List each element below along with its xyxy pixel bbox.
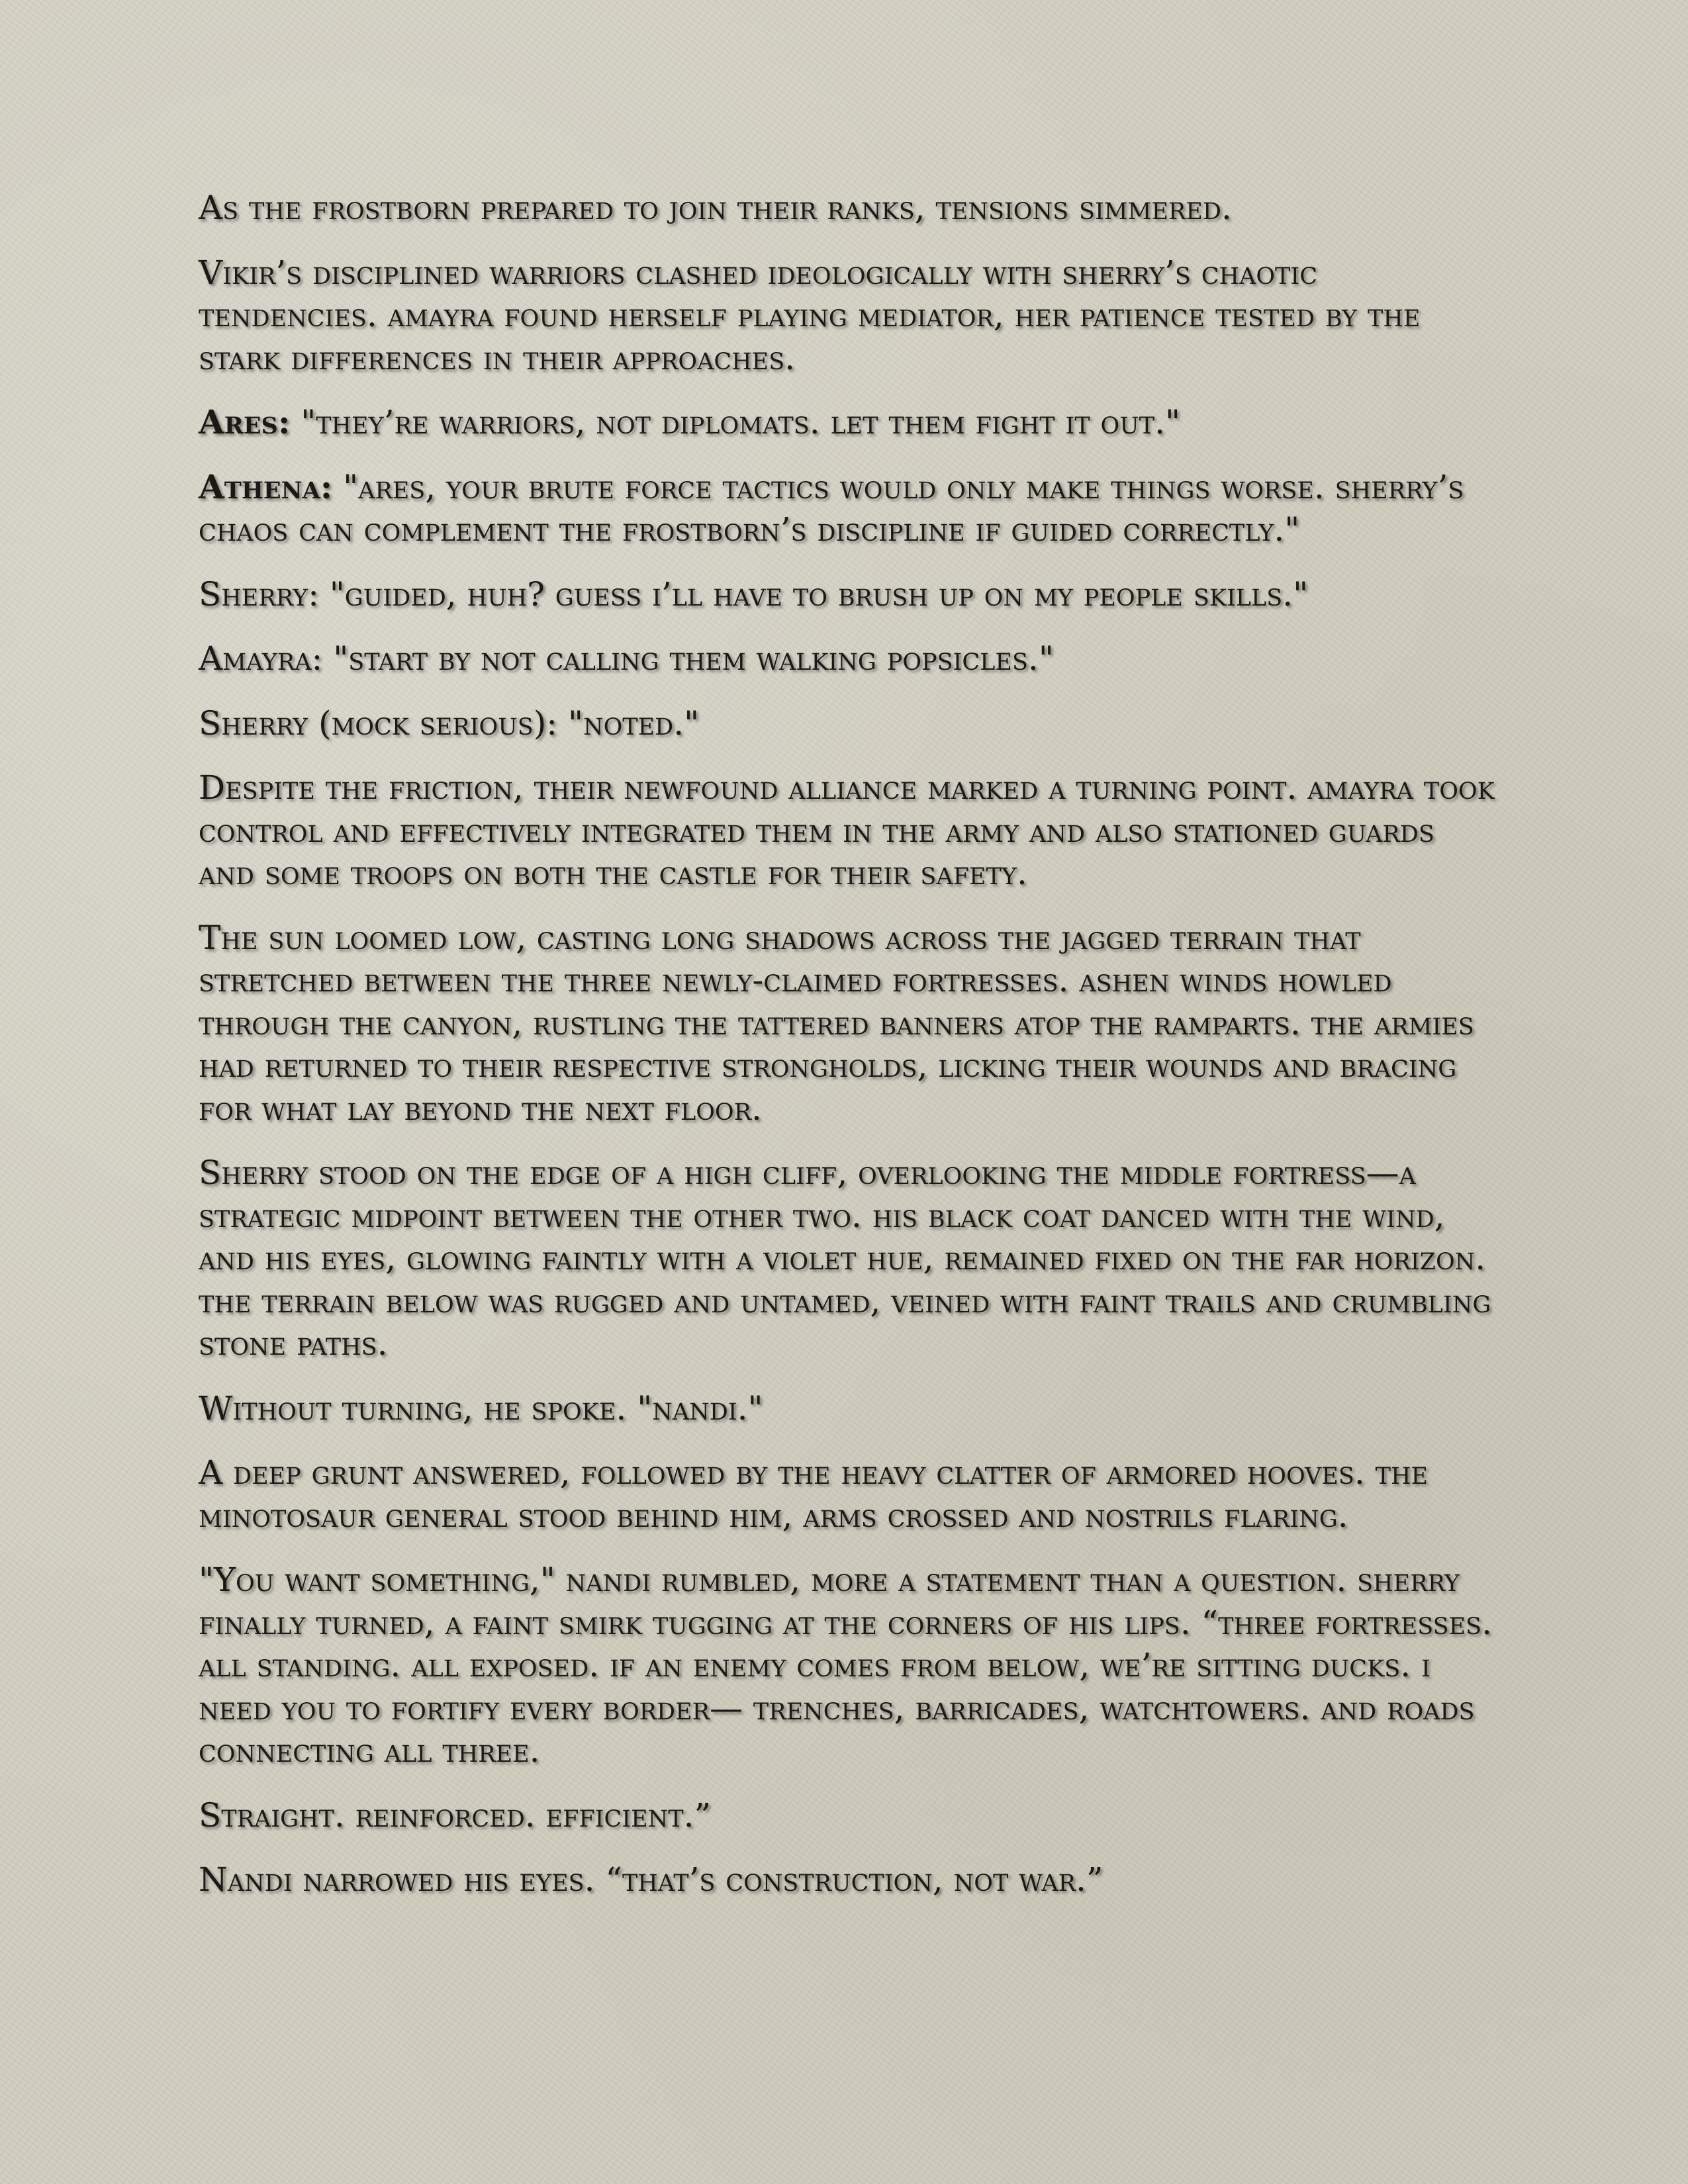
dialogue-amayra — [199, 637, 1496, 680]
paragraph-1 — [199, 187, 1496, 230]
paragraph-9 — [199, 917, 1496, 1130]
paragraph-text: Despite the friction, their newfound alliance marked a turning point. amayra took control and effectively integrated them in the army and also stationed guards and some troops on both the castle for their safety. — [199, 768, 1495, 892]
dialogue-athena — [199, 466, 1496, 551]
paragraph-text: Vikir’s disciplined warriors clashed ideologically with sherry’s chaotic tendencies. amayra found herself playing mediator, her patience tested by the stark differences in their approaches. — [199, 253, 1421, 377]
dialogue-text: Sherry (mock serious): "noted." — [199, 704, 700, 743]
dialogue-sherry-2 — [199, 702, 1496, 745]
dialogue-text: Sherry: "guided, huh? guess i’ll have to brush up on my people skills." — [199, 574, 1309, 614]
paragraph-12 — [199, 1451, 1496, 1537]
paragraph-text: Straight. reinforced. efficient.” — [199, 1796, 712, 1835]
paragraph-11 — [199, 1387, 1496, 1430]
speaker-label: Athena: — [199, 467, 333, 506]
document-page — [199, 187, 1496, 1923]
paragraph-10 — [199, 1152, 1496, 1365]
paragraph-text: Sherry stood on the edge of a high cliff, overlooking the middle fortress—a strategic midpoint between the other two. his black coat danced with the wind, and his eyes, glowing faintly with a violet hue, remained fixed on the far horizon. the terrain below was rugged and untamed, veined with faint trails and crumbling stone paths. — [199, 1154, 1491, 1363]
paragraph-text: "You want something," nandi rumbled, more a statement than a question. sherry finally turned, a faint smirk tugging at the corners of his lips. “three fortresses. all standing. all exposed. if an enemy comes from below, we’re sitting ducks. i need you to fortify every border— trenches, barricades, watchtowers. and roads connecting all three. — [199, 1561, 1493, 1770]
paragraph-15 — [199, 1858, 1496, 1901]
paragraph-text: A deep grunt answered, followed by the heavy clatter of armored hooves. the minotosaur general stood behind him, arms crossed and nostrils flaring. — [199, 1453, 1429, 1535]
paragraph-text: Without turning, he spoke. "nandi." — [199, 1388, 763, 1428]
paragraph-8 — [199, 766, 1496, 895]
dialogue-text: Amayra: "start by not calling them walking popsicles." — [199, 639, 1054, 678]
dialogue-text: "they’re warriors, not diplomats. let them fight it out." — [290, 403, 1180, 441]
paragraph-13 — [199, 1559, 1496, 1772]
paragraph-text: Nandi narrowed his eyes. “that’s construction, not war.” — [199, 1860, 1103, 1899]
paragraph-text: As the frostborn prepared to join their ranks, tensions simmered. — [199, 189, 1232, 227]
dialogue-text: "ares, your brute force tactics would only make things worse. sherry’s chaos can complement the frostborn’s discipline if guided correctly." — [199, 467, 1464, 549]
speaker-label: Ares: — [199, 402, 291, 441]
paragraph-2 — [199, 251, 1496, 380]
dialogue-sherry-1 — [199, 573, 1496, 616]
paragraph-14 — [199, 1794, 1496, 1837]
paragraph-text: The sun loomed low, casting long shadows across the jagged terrain that stretched between the three newly-claimed fortresses. ashen winds howled through the canyon, rustling the tattered banners atop the ramparts. the armies had returned to their respective strongholds, licking their wounds and bracing for what lay beyond the next floor. — [199, 918, 1474, 1128]
dialogue-ares — [199, 401, 1496, 444]
